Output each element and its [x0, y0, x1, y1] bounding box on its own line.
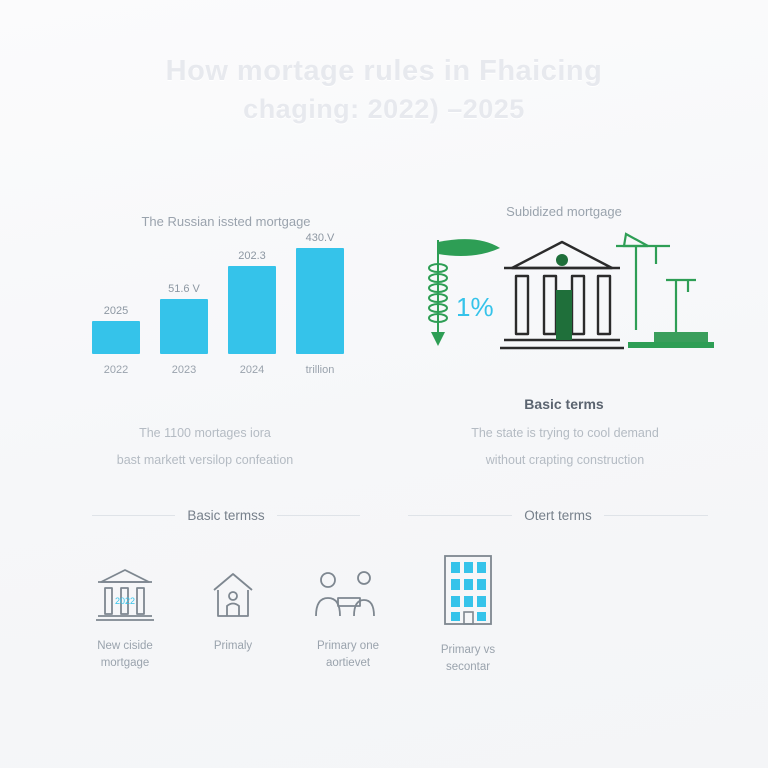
- icon-label-line-1: Primaly: [213, 640, 253, 652]
- bar-column: [92, 232, 140, 354]
- person-handshake-icon: [308, 558, 388, 624]
- section-heading-right-text: Otert terms: [524, 508, 592, 523]
- bank-and-crane-illustration: [404, 224, 724, 374]
- bank-building-icon: [93, 558, 157, 624]
- illustration-subheading: Basic terms: [524, 396, 604, 412]
- bar-2: [228, 266, 276, 354]
- illustration-heading: Subidized mortgage: [506, 204, 622, 219]
- icon-label-line-1: Primary one: [317, 640, 379, 652]
- bar-column: [296, 232, 344, 354]
- x-tick-2: 2024: [239, 364, 265, 376]
- divider-rule: [408, 515, 512, 516]
- bar-value-label: 430.V: [305, 232, 335, 244]
- year-badge: 2022: [114, 596, 136, 606]
- ground-line: [628, 342, 714, 348]
- bar-value-label: 51.6 V: [168, 283, 200, 296]
- list-item[interactable]: [420, 548, 516, 676]
- x-tick-0: 2022: [103, 364, 129, 376]
- section-heading-left-text: Basic termss: [187, 508, 265, 523]
- icon-label-line-2: mortgage: [100, 657, 150, 669]
- title-line-1: How mortage rules in Fhaicing: [165, 55, 603, 87]
- divider-rule: [92, 515, 175, 516]
- divider-rule: [277, 515, 360, 516]
- bar-1: [160, 299, 208, 354]
- chart-caption: [60, 420, 350, 474]
- bank-door-icon: [556, 290, 572, 340]
- title-line-2: chaging: 2022) –2025: [243, 94, 525, 124]
- illustration-caption-line-1: The state is trying to cool demand: [471, 426, 659, 440]
- chart-title: The Russian issted mortgage: [141, 214, 311, 229]
- section-heading-right: [408, 508, 708, 523]
- rate-percent-label: 1%: [456, 292, 494, 322]
- list-item-label: [441, 642, 495, 676]
- list-item[interactable]: [300, 558, 396, 672]
- bar-column: [228, 232, 276, 354]
- subsidized-mortgage-illustration: [404, 196, 724, 386]
- right-icon-group: [420, 548, 516, 676]
- icon-label-line-1: Primary vs: [440, 644, 496, 656]
- small-crane-icon: [666, 280, 696, 332]
- construction-crane-icon: [616, 234, 670, 330]
- icon-label-line-2: aortievet: [325, 657, 371, 669]
- divider-rule: [604, 515, 708, 516]
- mortgage-bar-chart: [76, 200, 376, 390]
- bar-3: [296, 248, 344, 354]
- list-item-label: [214, 638, 252, 655]
- list-item-label: [97, 638, 153, 672]
- illustration-caption-line-2: without crapting construction: [485, 453, 645, 467]
- list-item[interactable]: [192, 558, 274, 672]
- list-item-label: [317, 638, 379, 672]
- illustration-caption: [400, 420, 730, 474]
- apartment-block-icon: [437, 548, 499, 628]
- bar-value-label: 202.3: [238, 250, 266, 263]
- bar-column: [160, 232, 208, 354]
- icon-label-line-1: New ciside: [97, 640, 153, 652]
- page-title: [0, 52, 768, 128]
- bar-0: [92, 321, 140, 354]
- left-icon-group: [84, 558, 396, 672]
- list-item[interactable]: [84, 558, 166, 672]
- section-heading-left: [92, 508, 360, 523]
- chart-caption-line-2: bast markett versilop confeation: [116, 453, 294, 467]
- house-person-icon: [204, 558, 262, 624]
- icon-label-line-2: secontar: [445, 661, 491, 673]
- chart-caption-line-1: The 1100 mortages iora: [139, 426, 271, 440]
- chart-x-axis: [92, 364, 360, 376]
- bar-value-label: 2025: [103, 305, 129, 318]
- x-tick-1: 2023: [171, 364, 197, 376]
- chart-bars: [92, 232, 360, 354]
- x-tick-3: trillion: [305, 364, 335, 376]
